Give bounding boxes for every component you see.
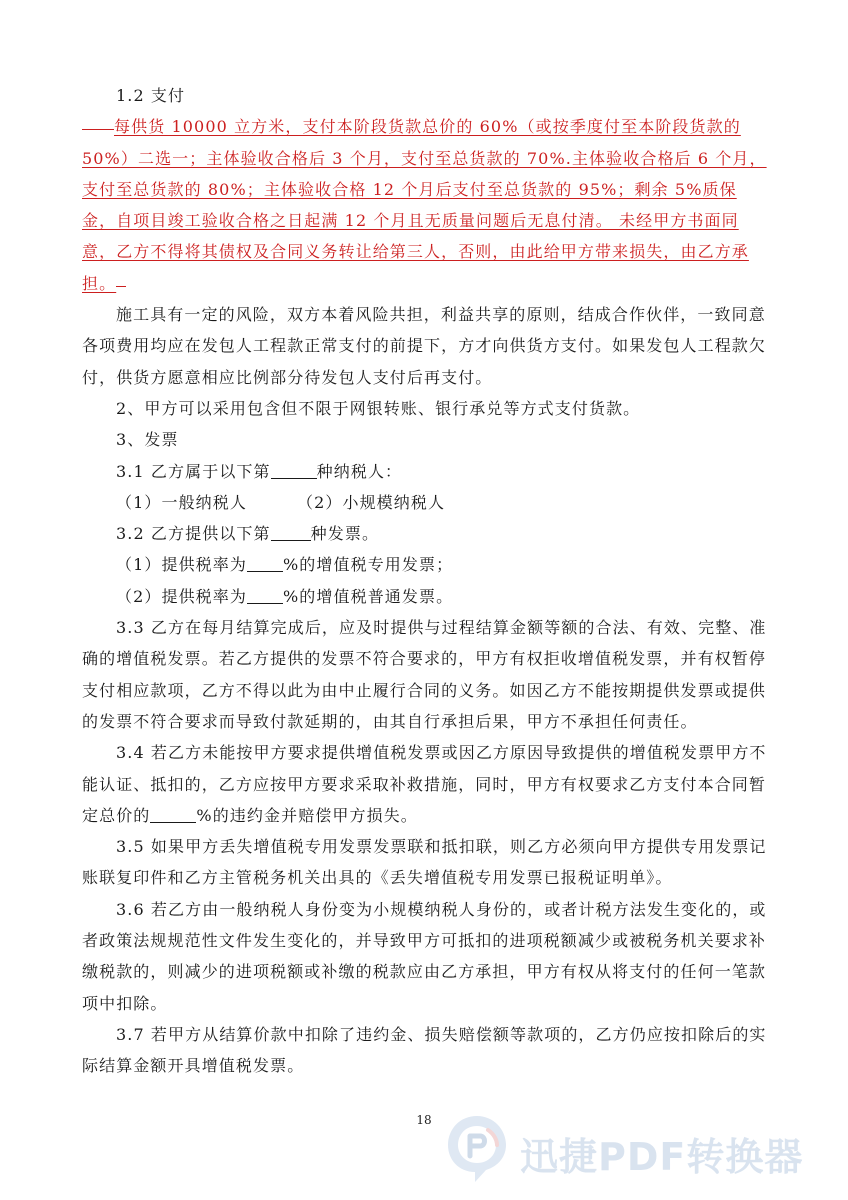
payment-clause-red bbox=[82, 111, 770, 299]
converter-watermark bbox=[442, 1112, 842, 1186]
payment-method-paragraph: 2、甲方可以采用包含但不限于网银转账、银行承兑等方式支付货款。 bbox=[116, 398, 641, 418]
taxpayer-options-line bbox=[82, 487, 770, 518]
page-number: 18 bbox=[416, 1113, 432, 1127]
section-heading-1-2: 1.2 支付 bbox=[116, 86, 186, 105]
payment-clause-text: 每供货 10000 立方米，支付本阶段货款总价的 60%（或按季度付至本阶段货款的 50%）二选一；主体验收合格后 3 个月，支付至总货款的 70%.主体验收合格后 6 个月，支付至总货款的 80%；主体验收合格 12 个月后支付至总货款的 95%；剩余 5%质保金，自项目竣工验收合格之日起满 12 个月且无质量问题后无息付清。 未经甲方书面同意，乙方不得将其债权及合同义务转让给第三人，否则，由此给甲方带来损失，由乙方承担。 bbox=[82, 117, 767, 293]
special-invoice-rate-line bbox=[82, 549, 770, 580]
risk-paragraph: 施工具有一定的风险，双方本着风险共担，利益共享的原则，结成合作伙伴，一致同意各项费用均应在发包人工程款正常支付的前提下，方才向供货方支付。如果发包人工程款欠付，供货方愿意相应比例部分待发包人支付后再支付。 bbox=[82, 305, 767, 387]
clause-3-3: 3.3 乙方在每月结算完成后，应及时提供与过程结算金额等额的合法、有效、完整、准确的增值税发票。若乙方提供的发票不符合要求的，甲方有权拒收增值税发票，并有权暂停支付相应款项，乙方不得以此为由中止履行合同的义务。如因乙方不能按期提供发票或提供的发票不符合要求而导致付款延期的，由其自行承担后果，甲方不承担任何责任。 bbox=[82, 618, 767, 731]
invoice-type-line bbox=[82, 518, 770, 549]
taxpayer-option-small: （2）小规模纳税人 bbox=[296, 492, 446, 512]
watermark-text: 迅捷PDF转换器 bbox=[520, 1135, 804, 1179]
invoice-heading: 3、发票 bbox=[116, 430, 179, 450]
clause-3-5: 3.5 如果甲方丢失增值税专用发票发票联和抵扣联，则乙方必须向甲方提供专用发票记账联复印件和乙方主管税务机关出具的《丢失增值税专用发票已报税证明单》。 bbox=[82, 837, 767, 888]
special-invoice-text-a: （1）提供税率为 bbox=[116, 555, 247, 575]
invoice-type-blank[interactable] bbox=[271, 526, 311, 541]
ordinary-invoice-text-a: （2）提供税率为 bbox=[116, 586, 247, 606]
ordinary-invoice-rate-blank[interactable] bbox=[247, 589, 283, 604]
invoice-type-text-a: 3.2 乙方提供以下第 bbox=[116, 524, 271, 544]
clause-3-7: 3.7 若甲方从结算价款中扣除了违约金、损失赔偿额等款项的，乙方仍应按扣除后的实际结算金额开具增值税发票。 bbox=[82, 1024, 767, 1076]
clause-3-4-text-a: 3.4 若乙方未能按甲方要求提供增值税发票或因乙方原因导致提供的增值税发票甲方不能认证、抵扣的，乙方应按甲方要求采取补救措施，同时，甲方有权要求乙方支付本合同暂定总价的 bbox=[82, 743, 767, 825]
invoice-type-text-b: 种发票。 bbox=[310, 524, 380, 544]
taxpayer-option-general: （1）一般纳税人 bbox=[116, 492, 247, 512]
penalty-rate-blank[interactable] bbox=[150, 808, 196, 823]
special-invoice-text-b: %的增值税专用发票； bbox=[282, 555, 454, 575]
taxpayer-type-text-b: 种纳税人： bbox=[316, 461, 403, 481]
red-underline-lead bbox=[82, 128, 114, 130]
special-invoice-rate-blank[interactable] bbox=[247, 557, 283, 572]
clause-3-4 bbox=[82, 737, 770, 831]
taxpayer-type-text-a: 3.1 乙方属于以下第 bbox=[116, 461, 271, 481]
taxpayer-type-line bbox=[82, 456, 770, 487]
red-underline-tail bbox=[116, 285, 126, 287]
clause-3-6: 3.6 若乙方由一般纳税人身份变为小规模纳税人身份的，或者计税方法发生变化的，或者政策法规规范性文件发生变化的，并导致甲方可抵扣的进项税额减少或被税务机关要求补缴税款的，则减少的进项税额或补缴的税款应由乙方承担，甲方有权从将支付的任何一笔款项中扣除。 bbox=[82, 899, 767, 1013]
pdf-converter-logo-icon bbox=[442, 1112, 512, 1186]
taxpayer-type-blank[interactable] bbox=[271, 464, 317, 479]
ordinary-invoice-rate-line bbox=[82, 581, 770, 612]
ordinary-invoice-text-b: %的增值税普通发票。 bbox=[282, 586, 454, 606]
clause-3-4-text-b: %的违约金并赔偿甲方损失。 bbox=[196, 805, 418, 825]
document-body bbox=[82, 80, 770, 1082]
